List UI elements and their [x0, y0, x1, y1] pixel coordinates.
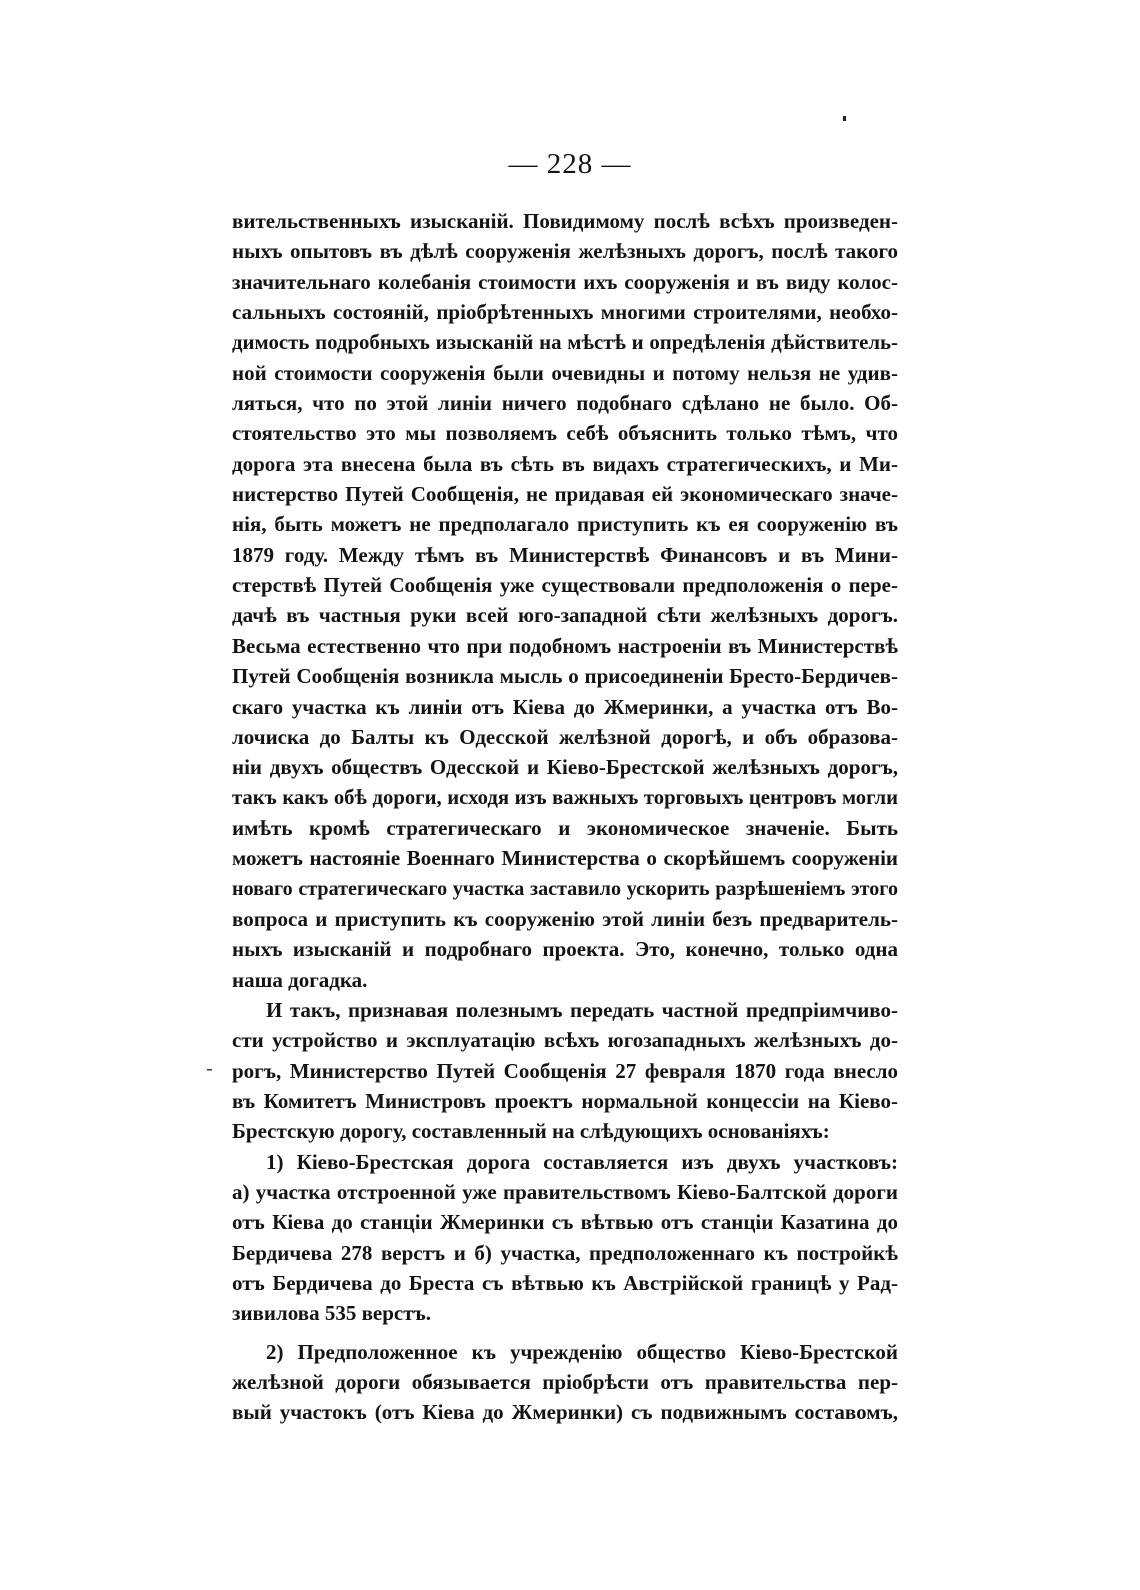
text-line: отъ Кіева до станціи Жмеринки съ вѣтвью отъ станціи Казатина до — [232, 1210, 898, 1235]
text-line: наша догадка. — [232, 967, 368, 992]
text-line: 2) Предположенное къ учрежденію общество Кіево-Брестской — [266, 1339, 898, 1364]
corner-speck — [843, 116, 846, 121]
text-line: зивилова 535 верстъ. — [232, 1301, 432, 1326]
text-line: 1879 году. Между тѣмъ въ Министерствѣ Финансовъ и въ Мини- — [232, 542, 898, 567]
text-line: димость подробныхъ изысканій на мѣстѣ и опредѣленія дѣйствитель- — [232, 330, 898, 355]
text-line: 1) Кіево-Брестская дорога составляется изъ двухъ участковъ: — [266, 1149, 898, 1174]
text-line: вопроса и приступить къ сооруженію этой линіи безъ предваритель- — [232, 906, 898, 931]
text-line: ныхъ опытовъ въ дѣлѣ сооруженія желѣзныхъ дорогъ, послѣ такого — [232, 239, 898, 264]
text-line: сальныхъ состояній, пріобрѣтенныхъ многими строителями, необхо- — [232, 300, 898, 325]
text-line: въ Комитетъ Министровъ проектъ нормальной концессіи на Кіево- — [232, 1088, 898, 1113]
text-line: имѣть кромѣ стратегическаго и экономическое значеніе. Быть — [232, 815, 898, 840]
text-line: скаго участка къ линіи отъ Кіева до Жмеринки, а участка отъ Во- — [232, 694, 898, 719]
text-line: Брестскую дорогу, составленный на слѣдующихъ основаніяхъ: — [232, 1119, 830, 1144]
text-line: ныхъ изысканій и подробнаго проекта. Это, конечно, только одна — [232, 937, 898, 962]
paragraph-gap — [232, 1329, 898, 1337]
body-text — [232, 206, 898, 1428]
text-line: рогъ, Министерство Путей Сообщенія 27 февраля 1870 года внесло — [232, 1058, 898, 1083]
text-line: нистерство Путей Сообщенія, не придавая ей экономическаго значе- — [232, 482, 898, 507]
margin-mark: - — [206, 1056, 213, 1080]
text-line: вый участокъ (отъ Кіева до Жмеринки) съ подвижнымъ составомъ, — [232, 1400, 898, 1425]
text-line: И такъ, признавая полезнымъ передать частной предпріимчиво- — [266, 997, 898, 1022]
text-line: ніи двухъ обществъ Одесской и Кіево-Брестской желѣзныхъ дорогъ, — [232, 755, 898, 780]
text-line: отъ Бердичева до Бреста съ вѣтвью къ Австрійской границѣ у Рад- — [232, 1271, 898, 1296]
text-line: значительнаго колебанія стоимости ихъ сооруженія и въ виду колос- — [232, 269, 898, 294]
text-line: Путей Сообщенія возникла мысль о присоединеніи Бресто-Бердичев- — [232, 664, 898, 689]
text-line: Весьма естественно что при подобномъ настроеніи въ Министерствѣ — [232, 633, 898, 658]
text-line: вительственныхъ изысканій. Повидимому послѣ всѣхъ произведен- — [232, 209, 898, 233]
text-line: Бердичева 278 верстъ и б) участка, предположеннаго къ постройкѣ — [232, 1240, 898, 1265]
text-line: дачѣ въ частныя руки всей юго-западной сѣти желѣзныхъ дорогъ. — [232, 603, 898, 628]
page-number: — 228 — — [508, 148, 632, 180]
text-line: новаго стратегическаго участка заставило ускорить разрѣшеніемъ этого — [232, 877, 898, 900]
text-line: стоятельство это мы позволяемъ себѣ объяснить только тѣмъ, что — [232, 421, 898, 446]
text-line: такъ какъ обѣ дороги, исходя изъ важныхъ торговыхъ центровъ могли — [232, 786, 898, 809]
text-line: желѣзной дороги обязывается пріобрѣсти отъ правительства пер- — [232, 1370, 898, 1395]
text-line: сти устройство и эксплуатацію всѣхъ югозападныхъ желѣзныхъ до- — [232, 1028, 898, 1053]
text-line: нія, быть можетъ не предполагало приступить къ ея сооруженію въ — [232, 512, 898, 537]
text-line: ляться, что по этой линіи ничего подобнаго сдѣлано не было. Об- — [232, 391, 898, 416]
text-line: а) участка отстроенной уже правительствомъ Кіево-Балтской дороги — [232, 1180, 898, 1204]
text-line: ной стоимости сооруженія были очевидны и потому нельзя не удив- — [232, 360, 898, 385]
text-line: можетъ настояніе Военнаго Министерства о скорѣйшемъ сооруженіи — [232, 846, 898, 871]
text-line: лочиска до Балты къ Одесской желѣзной дорогѣ, и объ образова- — [232, 724, 898, 749]
text-line: дорога эта внесена была въ сѣть въ видахъ стратегическихъ, и Ми- — [232, 451, 898, 476]
text-line: стерствѣ Путей Сообщенія уже существовали предположенія о пере- — [232, 573, 898, 598]
